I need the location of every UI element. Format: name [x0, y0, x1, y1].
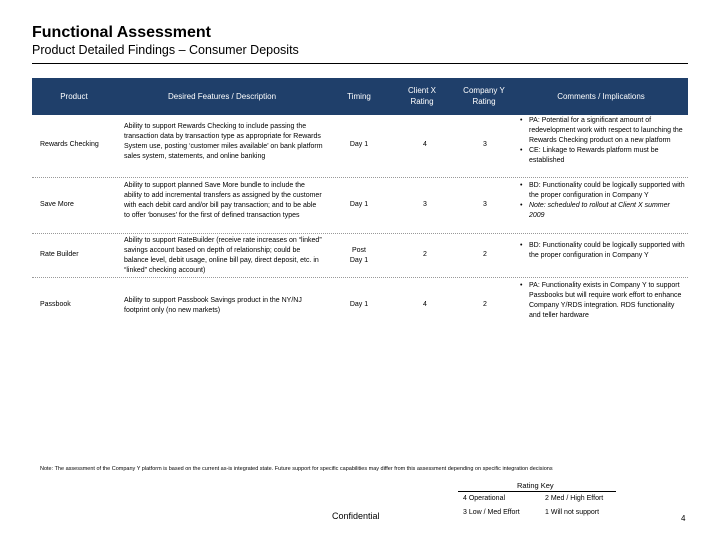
rating-key-item: 1 Will not support	[545, 509, 600, 516]
rating-key-item: 3 Low / Med Effort	[463, 509, 520, 516]
row-rate-builder-comments	[520, 241, 686, 261]
row-rate-builder-timing: Post Day 1	[349, 247, 369, 264]
row-passbook-client-x-rating: 4	[423, 301, 427, 308]
comment-item: • CE: Linkage to Rewards platform must be established	[520, 146, 686, 166]
row-save-more-features: Ability to support planned Save More bundle to include the ability to add incremental transfers as assigned by the customer with each debit card and/or bill pay transaction; and to be able to offer ‘bonuses’ for the first of defined transaction types	[124, 182, 322, 219]
column-header-comments: Comments / Implications	[514, 78, 688, 114]
page-subtitle: Product Detailed Findings – Consumer Deposits	[32, 43, 299, 57]
comment-item: • Note: scheduled to rollout at Client X summer 2009	[520, 201, 686, 221]
comment-item: • BD: Functionality could be logically supported with the proper configuration in Company Y	[520, 241, 686, 261]
row-rate-builder-features: Ability to support RateBuilder (receive rate increases on “linked” savings account based on depth of relationship; could be balance level, debit usage, online bill pay, direct deposit, etc. in “linked” checking account)	[124, 237, 322, 274]
row-save-more-product: Save More	[40, 201, 74, 208]
title-divider	[32, 63, 688, 64]
row-rewards-checking-company-y-rating: 3	[483, 141, 487, 148]
confidential-label: Confidential	[332, 511, 380, 521]
row-passbook-features: Ability to support Passbook Savings product in the NY/NJ footprint only (no new markets)	[124, 297, 302, 314]
row-rate-builder-product: Rate Builder	[40, 251, 79, 258]
comment-item: • BD: Functionality could be logically supported with the proper configuration in Company Y	[520, 181, 686, 201]
column-header-product: Product	[32, 78, 116, 114]
page-title: Functional Assessment	[32, 24, 212, 41]
row-save-more-client-x-rating: 3	[423, 201, 427, 208]
row-rewards-checking-product: Rewards Checking	[40, 141, 99, 148]
row-rewards-checking-timing: Day 1	[349, 141, 369, 148]
column-header-timing: Timing	[328, 78, 390, 114]
row-rewards-checking-features: Ability to support Rewards Checking to include passing the transaction data by transaction type as appropriate for Rewards System use, posting ‘customer miles available’ on bank platform sales system, statements, and online banking	[124, 123, 323, 160]
comment-item: • PA: Functionality exists in Company Y to support Passbooks but will require work effort to enhance Company Y/RDS integration. RDS functionality and teller hardware	[520, 281, 686, 321]
row-save-more-comments	[520, 181, 686, 221]
rating-key-item: 2 Med / High Effort	[545, 495, 604, 502]
row-divider	[32, 277, 688, 278]
row-save-more-timing: Day 1	[349, 201, 369, 208]
rating-key-title: Rating Key	[517, 481, 554, 490]
row-passbook-comments	[520, 281, 686, 321]
rating-key-divider	[458, 491, 616, 492]
column-header-company-y-rating: Company Y Rating	[454, 78, 514, 114]
row-rewards-checking-comments	[520, 116, 686, 166]
comment-item: • PA: Potential for a significant amount of redevelopment work with respect to launching the Rewards Checking product on a new platform	[520, 116, 686, 146]
header-divider	[32, 114, 688, 115]
row-passbook-company-y-rating: 2	[483, 301, 487, 308]
row-divider	[32, 177, 688, 178]
assessment-note: Note: The assessment of the Company Y platform is based on the current as-is integrated state. Future support for specific capabilities may differ from this assessment depending on specific integration decisions	[40, 466, 553, 472]
row-rate-builder-client-x-rating: 2	[423, 251, 427, 258]
row-rewards-checking-client-x-rating: 4	[423, 141, 427, 148]
row-divider	[32, 233, 688, 234]
row-rate-builder-company-y-rating: 2	[483, 251, 487, 258]
rating-key-item: 4 Operational	[463, 495, 506, 502]
column-header-features: Desired Features / Description	[116, 78, 328, 114]
row-passbook-product: Passbook	[40, 301, 71, 308]
column-header-client-x-rating: Client X Rating	[390, 78, 454, 114]
page-number: 4	[681, 514, 686, 523]
row-save-more-company-y-rating: 3	[483, 201, 487, 208]
row-passbook-timing: Day 1	[349, 301, 369, 308]
